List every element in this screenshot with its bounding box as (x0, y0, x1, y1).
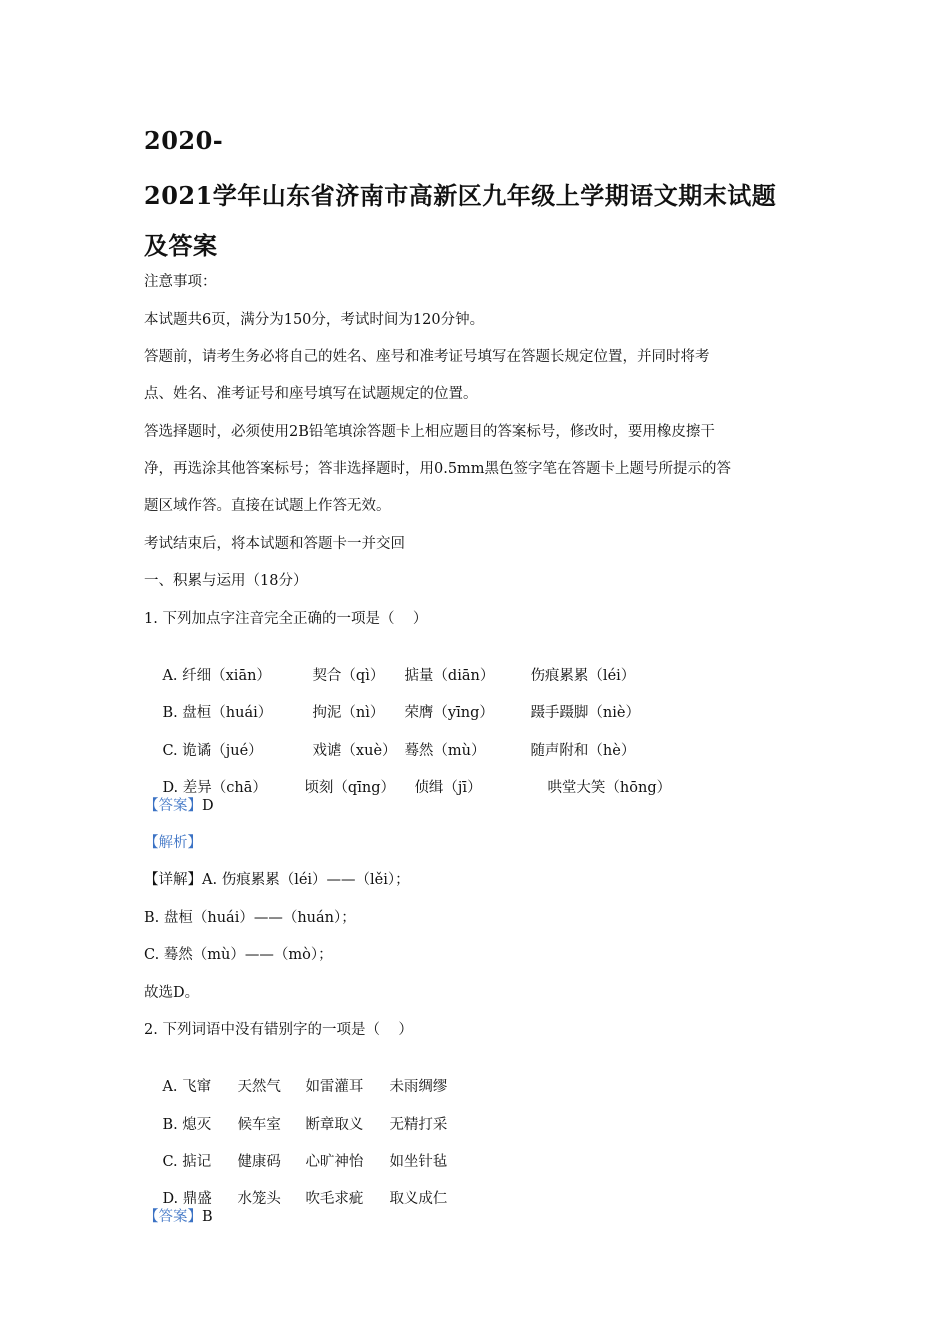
note-3c: 题区域作答。直接在试题上作答无效。 (144, 498, 391, 514)
q2-stem: 2. 下列词语中没有错别字的一项是（ ） (144, 1022, 413, 1038)
q2-option-a: A. 飞窜 天然气 如雷灌耳 未雨绸缪 (162, 1079, 448, 1095)
q1-option-b: B. 盘桓（huái） 拘泥（nì） 荣膺（yīng） 蹑手蹑脚（niè） (162, 705, 640, 721)
q1-detail-2: B. 盘桓（huái）——（huán）； (144, 910, 356, 926)
doc-title-line3: 及答案 (144, 231, 218, 260)
q2-option-c: C. 掂记 健康码 心旷神怡 如坐针毡 (162, 1154, 448, 1170)
doc-title-line2: 2021学年山东省济南市高新区九年级上学期语文期末试题 (144, 181, 777, 210)
note-2a: 答题前，请考生务必将自己的姓名、座号和准考证号填写在答题长规定位置，并同时将考 (144, 349, 710, 365)
note-1: 本试题共6页，满分为150分，考试时间为120分钟。 (144, 312, 485, 328)
note-3b: 净，再选涂其他答案标号；答非选择题时，用0.5mm黑色签字笔在答题卡上题号所提示的答 (144, 461, 732, 477)
q1-option-d: D. 差异（chā） 顷刻（qīng） 侦缉（jī） 哄堂大笑（hōng） (162, 780, 672, 796)
note-4: 考试结束后，将本试题和答题卡一并交回 (144, 536, 405, 552)
notes-heading: 注意事项： (144, 274, 217, 290)
note-3a: 答选择题时，必须使用2B铅笔填涂答题卡上相应题目的答案标号，修改时，要用橡皮擦干 (144, 424, 715, 440)
q1-stem: 1. 下列加点字注音完全正确的一项是（ ） (144, 611, 428, 627)
q2-answer: 【答案】B (144, 1209, 213, 1225)
q2-option-d: D. 鼎盛 水笼头 吹毛求疵 取义成仁 (162, 1191, 448, 1207)
section-heading: 一、积累与运用（18分） (144, 573, 308, 589)
q1-analysis: 【解析】 (144, 835, 202, 851)
q1-detail-3: C. 蓦然（mù）——（mò）； (144, 947, 333, 963)
q1-detail-1: 【详解】A. 伤痕累累（léi）——（lěi）； (144, 872, 410, 888)
doc-title-line1: 2020- (144, 126, 224, 155)
q2-option-b: B. 熄灭 候车室 断章取义 无精打采 (162, 1117, 448, 1133)
q1-conclusion: 故选D。 (144, 985, 200, 1001)
q1-answer: 【答案】D (144, 798, 214, 814)
q1-option-c: C. 诡谲（jué） 戏谑（xuè） 蓦然（mù） 随声附和（hè） (162, 743, 636, 759)
q1-option-a: A. 纤细（xiān） 契合（qì） 掂量（diān） 伤痕累累（léi） (162, 668, 636, 684)
note-2b: 点、姓名、准考证号和座号填写在试题规定的位置。 (144, 386, 478, 402)
